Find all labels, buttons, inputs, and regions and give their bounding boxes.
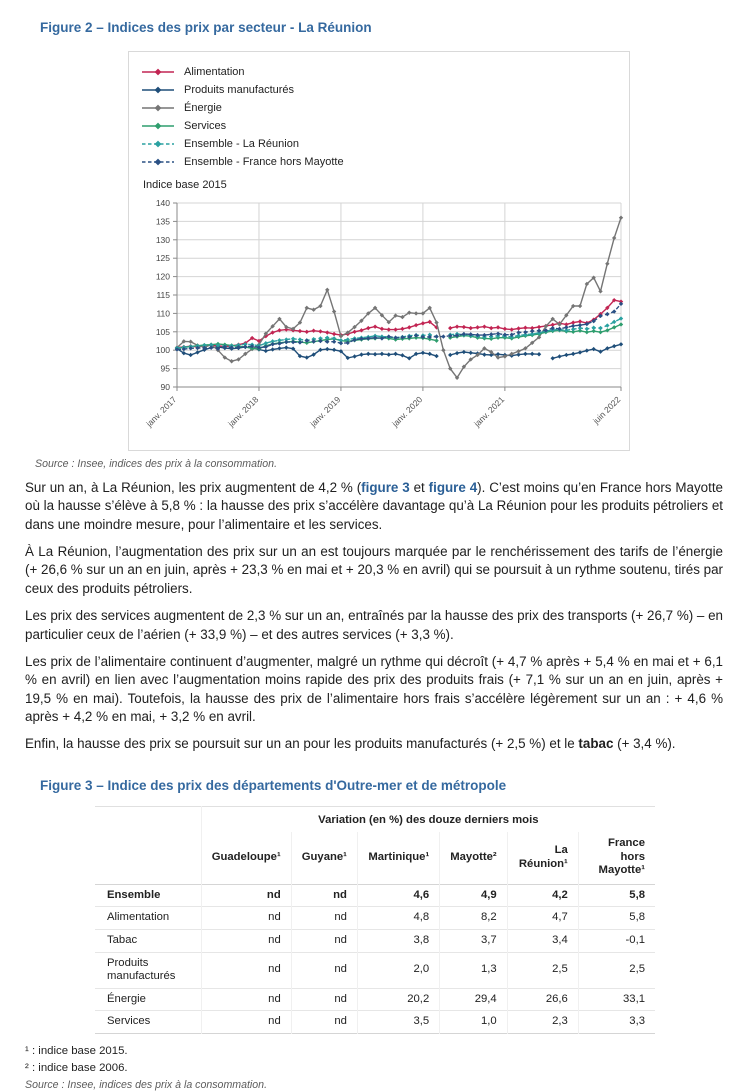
svg-text:115: 115 <box>156 290 170 300</box>
svg-text:janv. 2019: janv. 2019 <box>307 394 343 429</box>
p1-text: ). C’est moins qu’en France hors Mayotte où la hausse s’élève à 5,8 % : la hausse des prix s’accélère davantage qu’à La Réunion pour les produits pétroliers et dans une moindre mesure, pour l’alimentaire et les services. <box>25 480 723 532</box>
svg-text:95: 95 <box>160 363 170 374</box>
table-row <box>95 952 655 988</box>
empty-cell <box>95 806 201 832</box>
table-cell: 2,0 <box>357 952 439 988</box>
column-header: France hors Mayotte¹ <box>598 837 645 877</box>
table-cell: nd <box>201 884 291 907</box>
chart-unit-label: Indice base 2015 <box>143 179 227 191</box>
table-span-header: Variation (en %) des douze derniers mois <box>318 813 539 826</box>
table-cell: nd <box>201 1011 291 1034</box>
table-cell: 8,2 <box>440 907 507 930</box>
paragraph-2: À La Réunion, l’augmentation des prix sur un an est toujours marquée par le renchérissement des tarifs de l’énergie (+ 26,6 % sur un an en juin, après + 23,3 % en mai et + 20,3 % en avril) qui se poursuit à un rythme soutenu, tirés par ceux des produits pétroliers. <box>25 544 723 596</box>
footnotes <box>25 1043 748 1078</box>
svg-text:90: 90 <box>160 382 170 392</box>
legend-line-marker-icon <box>141 157 175 167</box>
figure3-source: Source : Insee, indices des prix à la consommation. <box>25 1079 268 1091</box>
legend-line-marker-icon <box>141 85 175 95</box>
price-variation-table <box>95 806 655 1034</box>
paragraph-1 <box>25 479 723 534</box>
svg-text:janv. 2021: janv. 2021 <box>471 394 507 429</box>
table-cell: 20,2 <box>357 988 439 1011</box>
column-header: La Réunion¹ <box>507 832 578 884</box>
legend-label: Ensemble - France hors Mayotte <box>184 155 344 168</box>
figure2-chart-panel <box>128 51 630 451</box>
table-cell: 1,0 <box>440 1011 507 1034</box>
table-cell: 26,6 <box>507 988 578 1011</box>
table-row <box>95 1011 655 1034</box>
table-column-header-row <box>95 832 655 884</box>
column-header: Mayotte² <box>440 832 507 884</box>
svg-text:janv. 2020: janv. 2020 <box>389 394 425 429</box>
table-cell: 3,4 <box>507 929 578 952</box>
legend-line-marker-icon <box>141 67 175 77</box>
chart-legend <box>141 64 629 169</box>
table-cell: 1,3 <box>440 952 507 988</box>
legend-label: Alimentation <box>184 65 245 78</box>
figure-4-link[interactable]: figure 4 <box>428 480 478 495</box>
column-header: Guadeloupe¹ <box>201 832 291 884</box>
series-line-Ensemble - France hors Mayotte <box>177 304 621 350</box>
table-row <box>95 907 655 930</box>
table-cell: 4,6 <box>357 884 439 907</box>
table-cell: 3,5 <box>357 1011 439 1034</box>
svg-text:110: 110 <box>156 308 170 319</box>
p5-text: Enfin, la hausse des prix se poursuit sur un an pour les produits manufacturés (+ 2,5 %) et le <box>25 736 579 752</box>
table-cell: nd <box>291 988 357 1011</box>
legend-line-marker-icon <box>141 139 175 149</box>
svg-text:130: 130 <box>155 234 170 245</box>
table-cell: 5,8 <box>629 888 645 901</box>
legend-item-1 <box>141 82 629 97</box>
legend-label: Ensemble - La Réunion <box>184 137 299 150</box>
legend-line-marker-icon <box>141 121 175 131</box>
svg-text:120: 120 <box>155 271 170 282</box>
svg-text:125: 125 <box>155 253 170 264</box>
p1-text: Sur un an, à La Réunion, les prix augmentent de 4,2 % ( <box>25 480 362 495</box>
table-cell: 3,3 <box>629 1015 645 1028</box>
table-cell: 4,8 <box>357 907 439 930</box>
table-cell: 2,5 <box>507 952 578 988</box>
svg-text:140: 140 <box>155 198 170 208</box>
p1-text: et <box>409 480 429 495</box>
figure2-title: Figure 2 – Indices des prix par secteur - La Réunion <box>40 20 372 35</box>
table-cell: 33,1 <box>623 992 645 1005</box>
svg-text:janv. 2017: janv. 2017 <box>144 394 179 429</box>
legend-item-0 <box>141 64 629 79</box>
paragraph-4: Les prix de l’alimentaire continuent d’augmenter, malgré un rythme qui décroît (+ 4,7 % après + 5,4 % en mai et + 6,1 % en avril) en lien avec l’augmentation moins rapide des prix des produits frais (+ 7,1 % sur un an en juin, après + 19,5 % en mai). Toutefois, la hausse des prix de l’alimentaire hors frais s’accélère légèrement sur un an : + 4,6 % après + 4,2 % en mai, + 3,2 % en avril. <box>25 653 723 724</box>
svg-text:janv. 2018: janv. 2018 <box>226 394 261 429</box>
tabac-bold-text: tabac <box>578 736 614 752</box>
row-label: Produits manufacturés <box>95 952 201 988</box>
figure3-table-wrap <box>95 806 655 1034</box>
figure-3-link[interactable]: figure 3 <box>361 480 410 495</box>
table-cell: 4,2 <box>507 884 578 907</box>
empty-cell <box>95 832 201 884</box>
table-cell: nd <box>291 884 357 907</box>
legend-item-2 <box>141 100 629 115</box>
price-index-line-chart <box>141 191 627 443</box>
table-cell: nd <box>201 907 291 930</box>
legend-item-5 <box>141 154 629 169</box>
table-cell: 3,8 <box>357 929 439 952</box>
table-cell: 4,7 <box>507 907 578 930</box>
table-cell: 3,7 <box>440 929 507 952</box>
paragraph-5 <box>25 735 723 753</box>
legend-item-3 <box>141 118 629 133</box>
table-cell: nd <box>201 952 291 988</box>
svg-text:juin 2022: juin 2022 <box>590 394 623 426</box>
table-cell: -0,1 <box>625 933 645 946</box>
legend-line-marker-icon <box>141 103 175 113</box>
legend-label: Services <box>184 119 227 132</box>
footnote-1: ¹ : indice base 2015. <box>25 1044 128 1057</box>
table-cell: nd <box>291 929 357 952</box>
legend-label: Énergie <box>184 101 222 114</box>
table-row <box>95 884 655 907</box>
figure3-title: Figure 3 – Indice des prix des départements d'Outre-mer et de métropole <box>40 777 507 793</box>
series-line-Alimentation <box>177 300 621 347</box>
table-cell: 2,3 <box>507 1011 578 1034</box>
footnote-2: ² : indice base 2006. <box>25 1062 128 1075</box>
svg-text:135: 135 <box>155 216 170 227</box>
table-cell: nd <box>201 988 291 1011</box>
paragraph-3: Les prix des services augmentent de 2,3 % sur un an, entraînés par la hausse des prix des transports (+ 26,7 %) – en particulier ceux de l’aérien (+ 33,9 %) – et des autres services (+ 3,3 %). <box>25 608 723 642</box>
table-cell: nd <box>291 952 357 988</box>
table-row <box>95 929 655 952</box>
svg-text:100: 100 <box>155 345 170 356</box>
row-label: Énergie <box>95 988 201 1011</box>
column-header: Guyane¹ <box>291 832 357 884</box>
figure2-source: Source : Insee, indices des prix à la consommation. <box>35 458 278 470</box>
table-cell: nd <box>201 929 291 952</box>
legend-item-4 <box>141 136 629 151</box>
column-header: Martinique¹ <box>357 832 439 884</box>
table-span-header-row <box>95 806 655 832</box>
legend-label: Produits manufacturés <box>184 83 295 96</box>
table-cell: nd <box>291 907 357 930</box>
row-label: Alimentation <box>95 907 201 930</box>
table-row <box>95 988 655 1011</box>
row-label: Tabac <box>95 929 201 952</box>
svg-text:105: 105 <box>155 326 170 337</box>
table-cell: 2,5 <box>629 963 645 976</box>
row-label: Services <box>95 1011 201 1034</box>
table-cell: 4,9 <box>440 884 507 907</box>
table-cell: 5,8 <box>629 911 645 924</box>
row-label: Ensemble <box>95 884 201 907</box>
table-cell: nd <box>291 1011 357 1034</box>
p5-text: (+ 3,4 %). <box>613 736 676 752</box>
table-cell: 29,4 <box>440 988 507 1011</box>
